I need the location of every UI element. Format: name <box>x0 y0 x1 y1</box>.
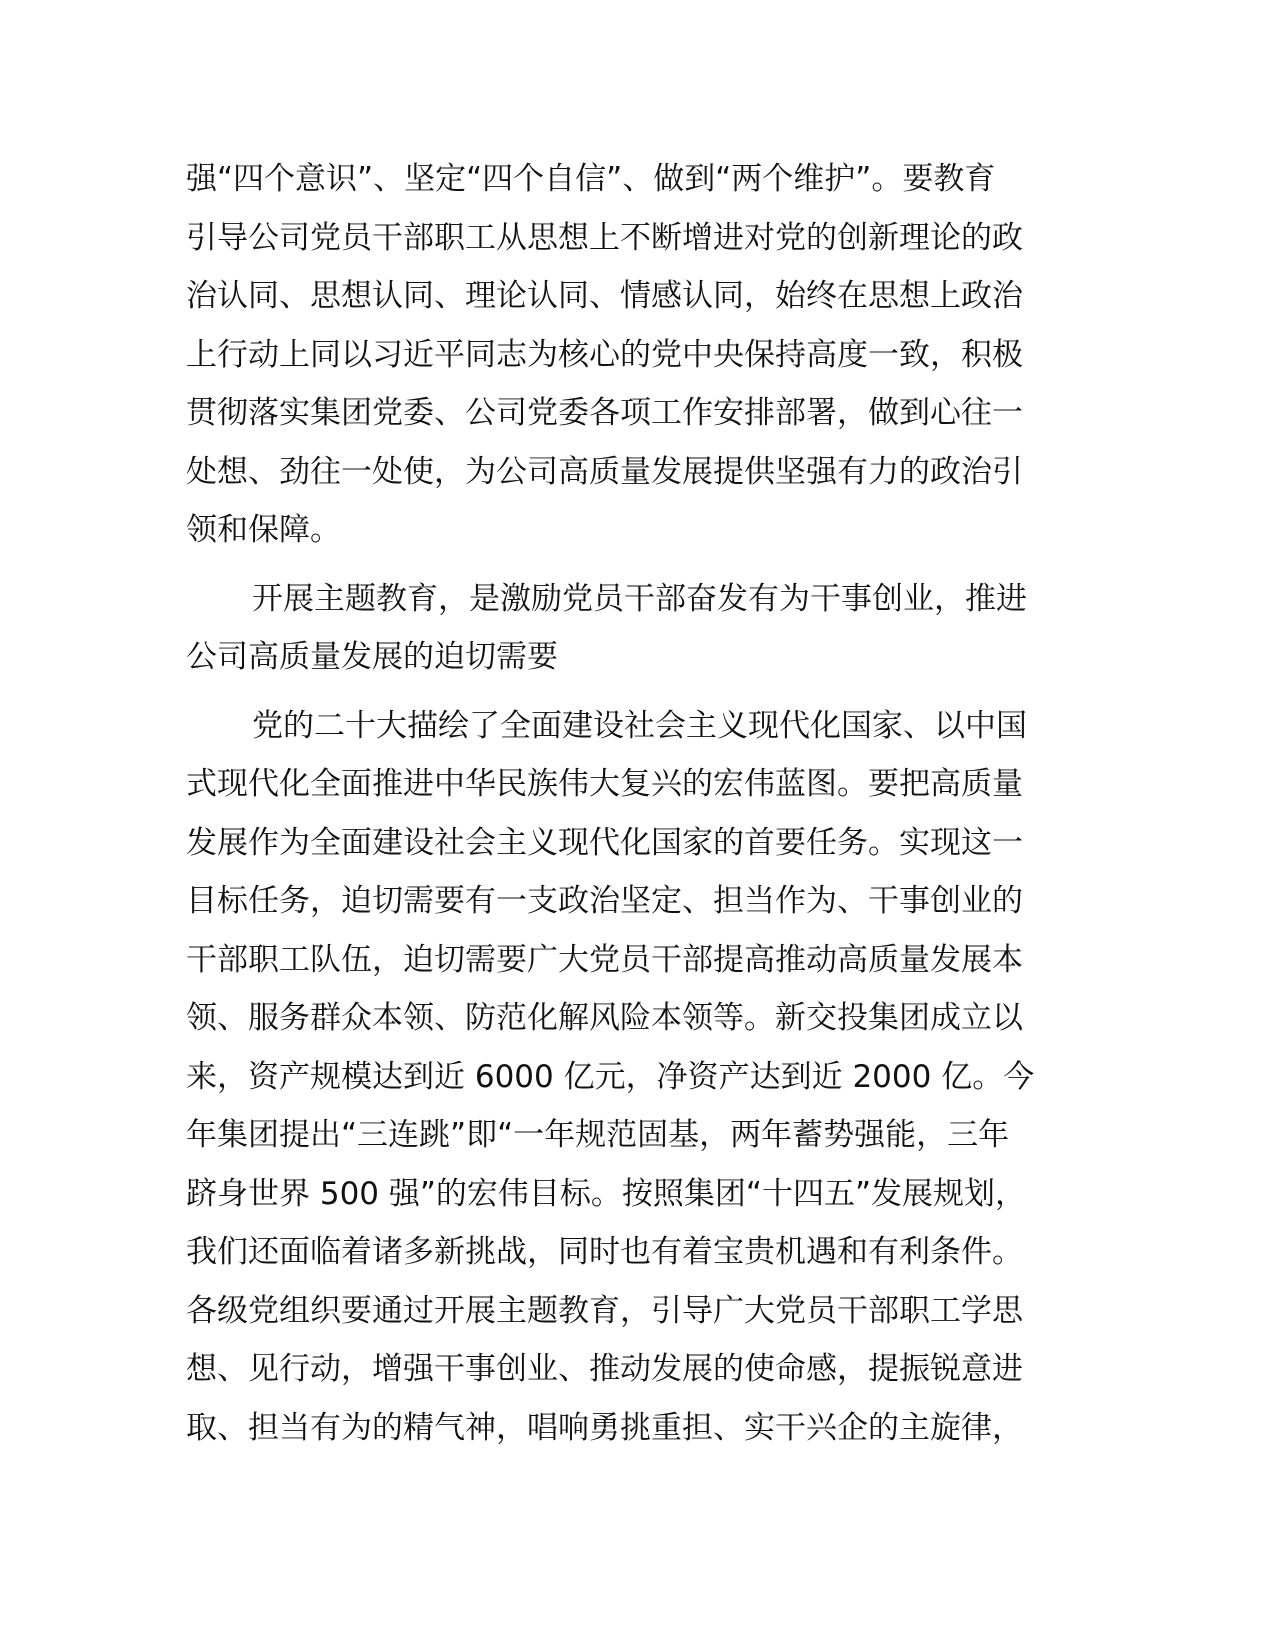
text-line: 公司高质量发展的迫切需要 <box>186 639 558 675</box>
text-line: 引导公司党员干部职工从思想上不断增进对党的创新理论的政 <box>186 219 1023 256</box>
paragraph-2 <box>186 570 1086 687</box>
text-line: 取、担当有为的精气神，唱响勇挑重担、实干兴企的主旋律， <box>186 1409 1023 1446</box>
text-line: 领和保障。 <box>186 512 341 548</box>
text-line: 来，资产规模达到近 6000 亿元，净资产达到近 2000 亿。今 <box>186 1058 1035 1095</box>
text-line: 开展主题教育，是激励党员干部奋发有为干事创业，推进 <box>252 580 1027 617</box>
text-line: 想、见行动，增强干事创业、推动发展的使命感，提振锐意进 <box>186 1351 1023 1387</box>
text-line: 跻身世界 500 强”的宏伟目标。按照集团“十四五”发展规划， <box>186 1175 1027 1212</box>
document-body <box>186 150 1086 1457</box>
text-line: 干部职工队伍，迫切需要广大党员干部提高推动高质量发展本 <box>186 941 1023 978</box>
text-line: 年集团提出“三连跳”即“一年规范固基，两年蓄势强能，三年 <box>186 1117 1010 1153</box>
text-line: 处想、劲往一处使，为公司高质量发展提供坚强有力的政治引 <box>186 453 1023 490</box>
text-line: 强“四个意识”、坚定“四个自信”、做到“两个维护”。要教育 <box>186 161 996 197</box>
text-line: 目标任务，迫切需要有一支政治坚定、担当作为、干事创业的 <box>186 883 1023 919</box>
paragraph-3 <box>186 697 1086 1458</box>
text-line: 式现代化全面推进中华民族伟大复兴的宏伟蓝图。要把高质量 <box>186 766 1023 802</box>
text-line: 治认同、思想认同、理论认同、情感认同，始终在思想上政治 <box>186 278 1023 314</box>
text-line: 各级党组织要通过开展主题教育，引导广大党员干部职工学思 <box>186 1292 1023 1329</box>
text-line: 党的二十大描绘了全面建设社会主义现代化国家、以中国 <box>252 707 1027 744</box>
text-line: 领、服务群众本领、防范化解风险本领等。新交投集团成立以 <box>186 1000 1023 1036</box>
text-line: 我们还面临着诸多新挑战，同时也有着宝贵机遇和有利条件。 <box>186 1234 1023 1270</box>
text-line: 上行动上同以习近平同志为核心的党中央保持高度一致，积极 <box>186 336 1023 373</box>
text-line: 发展作为全面建设社会主义现代化国家的首要任务。实现这一 <box>186 824 1023 861</box>
paragraph-1 <box>186 150 1086 560</box>
text-line: 贯彻落实集团党委、公司党委各项工作安排部署，做到心往一 <box>186 395 1023 431</box>
